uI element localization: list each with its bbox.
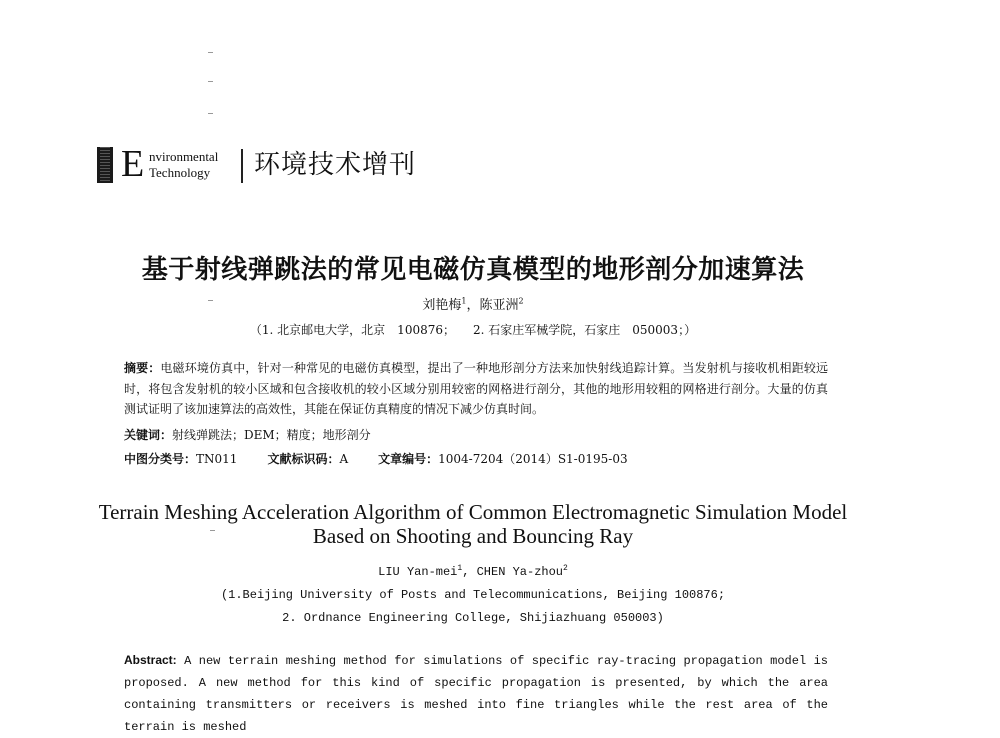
cn-author-2-sup: 2 [518, 296, 524, 306]
en-paper-title [0, 500, 946, 548]
en-author-1-sup: 1 [457, 564, 463, 573]
cn-authors [0, 297, 946, 315]
cn-keywords [124, 426, 828, 444]
cn-abstract-text: 电磁环境仿真中，针对一种常见的电磁仿真模型，提出了一种地形剖分方法来加快射线追踪计算。当发射机与接收机相距较远时，将包含发射机的较小区域和包含接收机的较小区域分别用较密的网格进行剖分，其他的地形用较粗的网格进行剖分。大量的仿真测试证明了该加速算法的高效性，其能在保证仿真精度的情况下减少仿真时间。 [124, 361, 828, 416]
en-affiliation-1: (1.Beijing University of Posts and Telecommunications, Beijing 100876; [220, 588, 726, 602]
cn-classification [124, 450, 828, 468]
en-author-2-sup: 2 [563, 564, 568, 573]
journal-logo-letter: E [121, 143, 145, 185]
journal-logo-line1: nvironmental [149, 149, 219, 164]
en-author-2: CHEN Ya-zhou [476, 565, 564, 579]
cn-keywords-label: 关键词： [124, 428, 173, 442]
cn-author-1: 刘艳梅 [422, 298, 462, 313]
scan-artifact [208, 113, 213, 114]
en-affiliation-2: 2. Ordnance Engineering College, Shijiazhuang 050003) [282, 611, 664, 625]
en-abstract-text: A new terrain meshing method for simulations of specific ray-tracing propagation model is proposed. A new method for this kind of specific propagation is presented, by which the area containing transmitters or receivers is meshed into fine triangles while the rest area of the terrain is meshed [124, 654, 828, 734]
en-author-separator: , [462, 565, 477, 579]
cn-article-value: 1004-7204（2014）S1-0195-03 [438, 452, 628, 466]
cn-article-label: 文章编号： [378, 452, 439, 466]
cn-abstract-label: 摘要： [124, 361, 161, 375]
en-abstract [124, 649, 828, 738]
en-title-line-2: Based on Shooting and Bouncing Ray [312, 524, 634, 548]
journal-logo-line2: Technology [149, 165, 211, 180]
cn-doc-value: A [339, 452, 349, 466]
en-authors [0, 563, 946, 581]
journal-divider [241, 149, 243, 183]
scan-artifact [208, 81, 213, 82]
scan-artifact [208, 52, 213, 53]
cn-abstract [124, 358, 828, 420]
cn-author-2: 陈亚洲 [479, 298, 519, 313]
cn-keywords-text: 射线弹跳法；DEM；精度；地形剖分 [172, 428, 371, 442]
cn-author-1-sup: 1 [461, 296, 467, 306]
cn-author-separator: ， [466, 298, 480, 313]
journal-name: 环境技术增刊 [254, 150, 417, 180]
cn-class-label: 中图分类号： [124, 452, 197, 466]
cn-class-value: TN011 [196, 452, 238, 466]
cn-affiliation: （1. 北京邮电大学，北京 100876； 2. 石家庄军械学院，石家庄 050003；） [249, 323, 697, 337]
en-title-line-1: Terrain Meshing Acceleration Algorithm of Common Electromagnetic Simulation Model [98, 500, 848, 524]
cn-paper-title: 基于射线弹跳法的常见电磁仿真模型的地形剖分加速算法 [141, 255, 805, 285]
en-author-1: LIU Yan-mei [378, 565, 458, 579]
cn-doc-label: 文献标识码： [267, 452, 340, 466]
en-abstract-label: Abstract: [124, 653, 177, 667]
journal-logo-bar [97, 147, 113, 183]
